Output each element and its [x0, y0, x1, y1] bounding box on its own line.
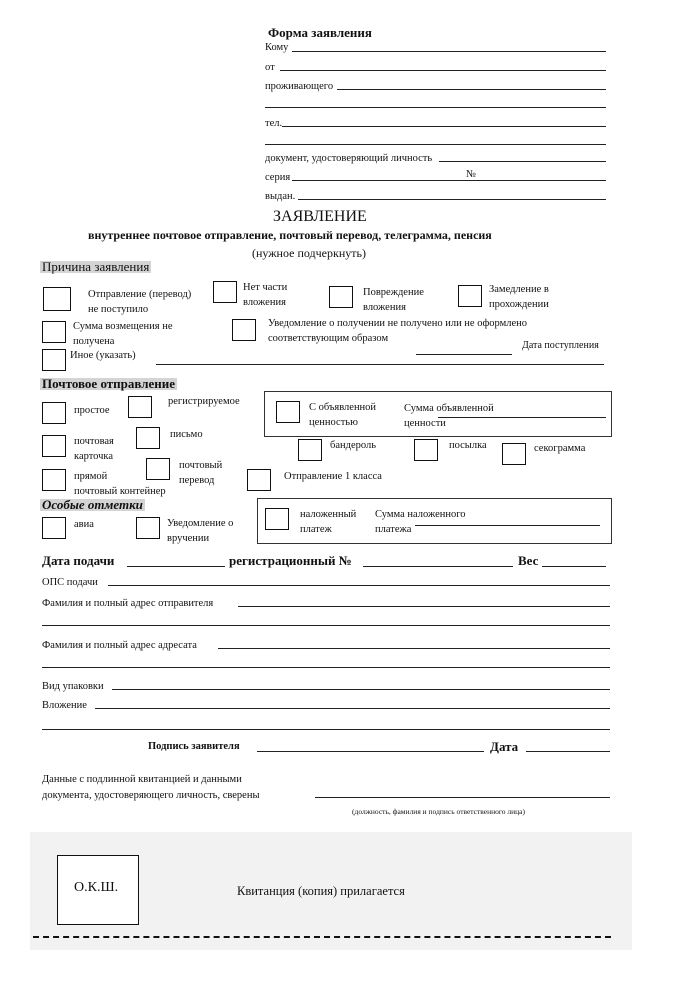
- damage-checkbox[interactable]: [329, 286, 353, 308]
- parcel-label: посылка: [449, 440, 487, 451]
- delivery-notice-label-2: вручении: [167, 533, 210, 544]
- issued-label: выдан.: [265, 191, 296, 202]
- residing-field-2[interactable]: [265, 107, 606, 108]
- shipment-heading: Почтовое отправление: [42, 376, 176, 391]
- declared-value-label-1: С объявленной: [309, 402, 377, 413]
- weight-field[interactable]: [542, 566, 606, 567]
- number-sign: №: [466, 169, 477, 180]
- not-received-checkbox[interactable]: [43, 287, 71, 311]
- secogram-checkbox[interactable]: [502, 443, 526, 465]
- reason-heading: Причина заявления: [42, 259, 150, 274]
- simple-label: простое: [74, 405, 110, 416]
- missing-part-label-2: вложения: [243, 297, 286, 308]
- declared-sum-field[interactable]: [438, 417, 606, 418]
- verified-label-1: Данные с подлинной квитанцией и данными: [42, 774, 242, 785]
- parcel-small-checkbox[interactable]: [298, 439, 322, 461]
- delay-label-2: прохождении: [489, 299, 549, 310]
- missing-part-checkbox[interactable]: [213, 281, 237, 303]
- notice-label-2: соответствующим образом: [268, 333, 389, 344]
- cod-frame: [257, 498, 612, 544]
- container-checkbox[interactable]: [42, 469, 66, 491]
- secogram-label: секограмма: [534, 443, 586, 454]
- contents-field[interactable]: [95, 708, 610, 709]
- postcard-label-2: карточка: [74, 451, 114, 462]
- transfer-label-1: почтовый: [179, 460, 223, 471]
- issued-field[interactable]: [298, 199, 606, 200]
- container-label-2: почтовый контейнер: [74, 486, 166, 497]
- delivery-notice-checkbox[interactable]: [136, 517, 160, 539]
- notice-checkbox[interactable]: [232, 319, 256, 341]
- page-title: ЗАЯВЛЕНИЕ: [273, 208, 367, 225]
- postcard-checkbox[interactable]: [42, 435, 66, 457]
- sender-field-2[interactable]: [42, 625, 610, 626]
- to-field[interactable]: [292, 51, 606, 52]
- not-received-label-2: не поступило: [88, 304, 149, 315]
- phone-label: тел.: [265, 118, 283, 129]
- first-class-label: Отправление 1 класса: [284, 471, 382, 482]
- date-label: Дата: [490, 739, 519, 754]
- form-title: Форма заявления: [268, 25, 372, 40]
- container-label-1: прямой: [74, 471, 108, 482]
- avia-label: авиа: [74, 519, 94, 530]
- delivery-notice-label-1: Уведомление о: [167, 518, 234, 529]
- weight-label: Вес: [518, 553, 539, 568]
- declared-sum-label-2: ценности: [404, 418, 446, 429]
- parcel-small-label: бандероль: [330, 440, 377, 451]
- letter-label: письмо: [170, 429, 203, 440]
- submit-date-label: Дата подачи: [42, 553, 115, 568]
- parcel-checkbox[interactable]: [414, 439, 438, 461]
- reg-number-field[interactable]: [363, 566, 513, 567]
- phone-field[interactable]: [282, 126, 606, 127]
- transfer-checkbox[interactable]: [146, 458, 170, 480]
- residing-label: проживающего: [265, 81, 334, 92]
- cod-sum-field[interactable]: [415, 525, 600, 526]
- notice-label-1: Уведомление о получении не получено или не оформлено: [268, 318, 528, 329]
- declared-value-checkbox[interactable]: [276, 401, 300, 423]
- cod-sum-label-2: платежа: [375, 524, 412, 535]
- cut-line: [33, 936, 611, 938]
- ops-label: ОПС подачи: [42, 577, 98, 588]
- packaging-field[interactable]: [112, 689, 610, 690]
- other-field[interactable]: [156, 364, 604, 365]
- compensation-label-1: Сумма возмещения не: [73, 321, 173, 332]
- other-checkbox[interactable]: [42, 349, 66, 371]
- phone-field-2[interactable]: [265, 144, 606, 145]
- simple-checkbox[interactable]: [42, 402, 66, 424]
- ops-field[interactable]: [108, 585, 610, 586]
- special-heading: Особые отметки: [42, 497, 143, 512]
- recipient-field[interactable]: [218, 648, 610, 649]
- page-subtitle: внутреннее почтовое отправление, почтовый перевод, телеграмма, пенсия: [88, 228, 492, 242]
- official-field[interactable]: [315, 797, 610, 798]
- avia-checkbox[interactable]: [42, 517, 66, 539]
- missing-part-label-1: Нет части: [243, 282, 288, 293]
- to-label: Кому: [265, 42, 289, 53]
- receipt-label: Квитанция (копия) прилагается: [237, 884, 405, 898]
- damage-label-2: вложения: [363, 302, 406, 313]
- from-label: от: [265, 62, 275, 73]
- declared-value-label-2: ценностью: [309, 417, 358, 428]
- verified-label-2: документа, удостоверяющего личность, сверены: [42, 790, 260, 801]
- sender-field[interactable]: [238, 606, 610, 607]
- underline-note: (нужное подчеркнуть): [252, 246, 366, 260]
- signature-field[interactable]: [257, 751, 484, 752]
- contents-field-2[interactable]: [42, 729, 610, 730]
- okb-label: О.К.Ш.: [74, 880, 119, 895]
- delay-checkbox[interactable]: [458, 285, 482, 307]
- series-field[interactable]: [292, 180, 606, 181]
- cod-label-2: платеж: [300, 524, 332, 535]
- other-label: Иное (указать): [70, 350, 136, 361]
- not-received-label-1: Отправление (перевод): [88, 289, 192, 300]
- first-class-checkbox[interactable]: [247, 469, 271, 491]
- residing-field[interactable]: [337, 89, 606, 90]
- cod-checkbox[interactable]: [265, 508, 289, 530]
- letter-checkbox[interactable]: [136, 427, 160, 449]
- packaging-label: Вид упаковки: [42, 681, 104, 692]
- cod-sum-label-1: Сумма наложенного: [375, 509, 466, 520]
- registered-checkbox[interactable]: [128, 396, 152, 418]
- official-note: (должность, фамилия и подпись ответственного лица): [352, 807, 525, 816]
- reg-number-label: регистрационный №: [229, 553, 352, 568]
- id-doc-label: документ, удостоверяющий личность: [265, 153, 433, 164]
- registered-label: регистрируемое: [168, 396, 240, 407]
- date-field[interactable]: [526, 751, 610, 752]
- delay-label-1: Замедление в: [489, 284, 549, 295]
- sender-label: Фамилия и полный адрес отправителя: [42, 598, 214, 609]
- recipient-field-2[interactable]: [42, 667, 610, 668]
- transfer-label-2: перевод: [179, 475, 215, 486]
- signature-label: Подпись заявителя: [148, 741, 240, 752]
- id-doc-field[interactable]: [439, 161, 606, 162]
- recipient-label: Фамилия и полный адрес адресата: [42, 640, 197, 651]
- series-label: серия: [265, 172, 291, 183]
- contents-label: Вложение: [42, 700, 87, 711]
- from-field[interactable]: [280, 70, 606, 71]
- cod-label-1: наложенный: [300, 509, 357, 520]
- declared-sum-label-1: Сумма объявленной: [404, 403, 494, 414]
- receipt-date-field[interactable]: [416, 354, 512, 355]
- submit-date-field[interactable]: [127, 566, 225, 567]
- receipt-date-label: Дата поступления: [522, 340, 599, 351]
- postcard-label-1: почтовая: [74, 436, 114, 447]
- damage-label-1: Повреждение: [363, 287, 424, 298]
- compensation-label-2: получена: [73, 336, 115, 347]
- compensation-checkbox[interactable]: [42, 321, 66, 343]
